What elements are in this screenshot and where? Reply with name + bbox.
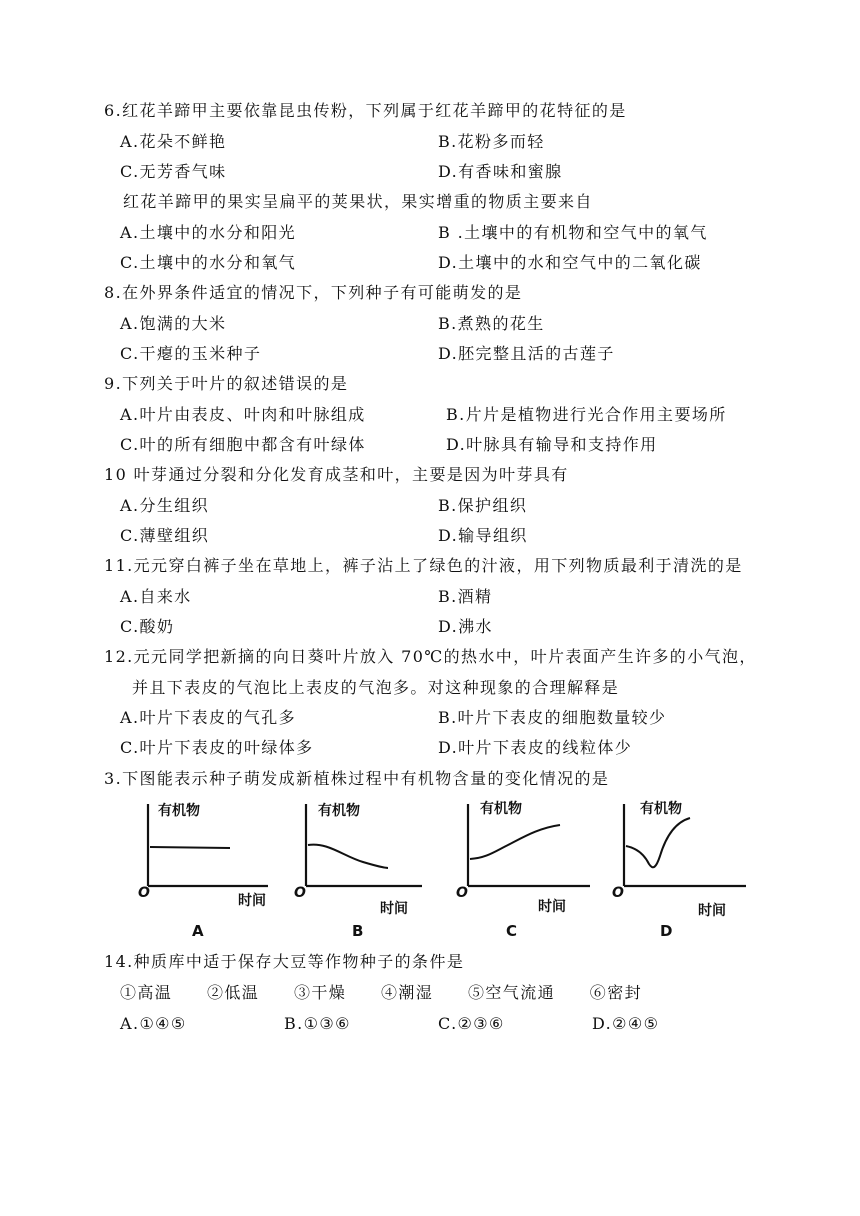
q11-option-d: D.沸水 — [438, 617, 493, 636]
q6-stem: 6.红花羊蹄甲主要依靠昆虫传粉，下列属于红花羊蹄甲的花特征的是 — [104, 101, 627, 120]
q11-stem: 11.元元穿白裤子坐在草地上，裤子沾上了绿色的汁液，用下列物质最利于清洗的是 — [104, 556, 743, 575]
q7-option-b: B .土壤中的有机物和空气中的氧气 — [438, 223, 708, 242]
q8-option-b: B.煮熟的花生 — [438, 314, 545, 333]
q6-option-c: C.无芳香气味 — [120, 162, 227, 181]
graph-a-xlabel: 时间 — [238, 893, 266, 909]
graph-d-ylabel: 有机物 — [640, 801, 682, 817]
q13-stem: 3.下图能表示种子萌发成新植株过程中有机物含量的变化情况的是 — [104, 769, 610, 788]
q8-option-d: D.胚完整且活的古莲子 — [438, 344, 615, 363]
graph-b-curve — [308, 845, 388, 868]
q7-option-a: A.土壤中的水分和阳光 — [120, 223, 297, 242]
q10-option-b: B.保护组织 — [438, 496, 528, 515]
graph-d — [606, 790, 756, 950]
q12-option-d: D.叶片下表皮的线粒体少 — [438, 738, 633, 757]
q10-stem: 10 叶芽通过分裂和分化发育成茎和叶，主要是因为叶芽具有 — [104, 465, 569, 484]
graph-c-letter: C — [506, 922, 518, 940]
graph-b — [288, 790, 438, 950]
graph-c-origin: O — [456, 885, 468, 901]
graph-a-ylabel: 有机物 — [158, 803, 200, 819]
q9-stem: 9.下列关于叶片的叙述错误的是 — [104, 374, 349, 393]
q14-option-c: C.②③⑥ — [438, 1014, 505, 1033]
graph-d-letter: D — [660, 922, 673, 940]
q8-option-a: A.饱满的大米 — [120, 314, 227, 333]
graph-d-xlabel: 时间 — [698, 903, 726, 919]
graph-a-origin: O — [138, 885, 150, 901]
q9-option-a: A.叶片由表皮、叶肉和叶脉组成 — [120, 405, 366, 424]
q11-option-a: A.自来水 — [120, 587, 192, 606]
q6-option-d: D.有香味和蜜腺 — [438, 162, 563, 181]
q9-option-d: D.叶脉具有输导和支持作用 — [446, 435, 658, 454]
q7-option-d: D.土壤中的水和空气中的二氧化碳 — [438, 253, 702, 272]
graph-c-xlabel: 时间 — [538, 899, 566, 915]
q8-option-c: C.干瘪的玉米种子 — [120, 344, 262, 363]
q11-option-c: C.酸奶 — [120, 617, 175, 636]
q12-option-a: A.叶片下表皮的气孔多 — [120, 708, 297, 727]
q14-option-a: A.①④⑤ — [120, 1014, 187, 1033]
graph-c-curve — [470, 825, 560, 859]
q11-option-b: B.酒精 — [438, 587, 493, 606]
q7-stem: 红花羊蹄甲的果实呈扁平的荚果状，果实增重的物质主要来自 — [123, 192, 593, 211]
q12-option-c: C.叶片下表皮的叶绿体多 — [120, 738, 314, 757]
q6-option-b: B.花粉多而轻 — [438, 132, 545, 151]
graph-a — [128, 790, 278, 950]
graph-a-letter: A — [192, 922, 204, 940]
q9-option-b: B.片片是植物进行光合作用主要场所 — [446, 405, 727, 424]
graph-c-plot — [450, 790, 600, 950]
q12-option-b: B.叶片下表皮的细胞数量较少 — [438, 708, 667, 727]
q10-option-c: C.薄壁组织 — [120, 526, 210, 545]
q14-conditions: ①高温 ②低温 ③干燥 ④潮湿 ⑤空气流通 ⑥密封 — [120, 983, 643, 1002]
q12-stem-line1: 12.元元同学把新摘的向日葵叶片放入 70℃的热水中，叶片表面产生许多的小气泡， — [104, 647, 757, 666]
graph-c — [450, 790, 600, 950]
q10-option-d: D.输导组织 — [438, 526, 528, 545]
organic-matter-graphs — [128, 790, 748, 950]
q6-option-a: A.花朵不鲜艳 — [120, 132, 227, 151]
graph-b-xlabel: 时间 — [380, 901, 408, 917]
q12-stem-line2: 并且下表皮的气泡比上表皮的气泡多。对这种现象的合理解释是 — [132, 678, 620, 697]
graph-d-curve — [626, 818, 690, 867]
q14-option-d: D.②④⑤ — [592, 1014, 660, 1033]
q14-stem: 14.种质库中适于保存大豆等作物种子的条件是 — [104, 952, 465, 971]
q14-option-b: B.①③⑥ — [284, 1014, 351, 1033]
q10-option-a: A.分生组织 — [120, 496, 210, 515]
graph-d-origin: O — [612, 885, 624, 901]
graph-b-letter: B — [352, 922, 364, 940]
graph-b-ylabel: 有机物 — [318, 803, 360, 819]
q7-option-c: C.土壤中的水分和氧气 — [120, 253, 297, 272]
q9-option-c: C.叶的所有细胞中都含有叶绿体 — [120, 435, 366, 454]
graph-b-origin: O — [294, 885, 306, 901]
graph-c-ylabel: 有机物 — [480, 801, 522, 817]
q8-stem: 8.在外界条件适宜的情况下，下列种子有可能萌发的是 — [104, 283, 523, 302]
graph-a-curve — [150, 847, 230, 848]
